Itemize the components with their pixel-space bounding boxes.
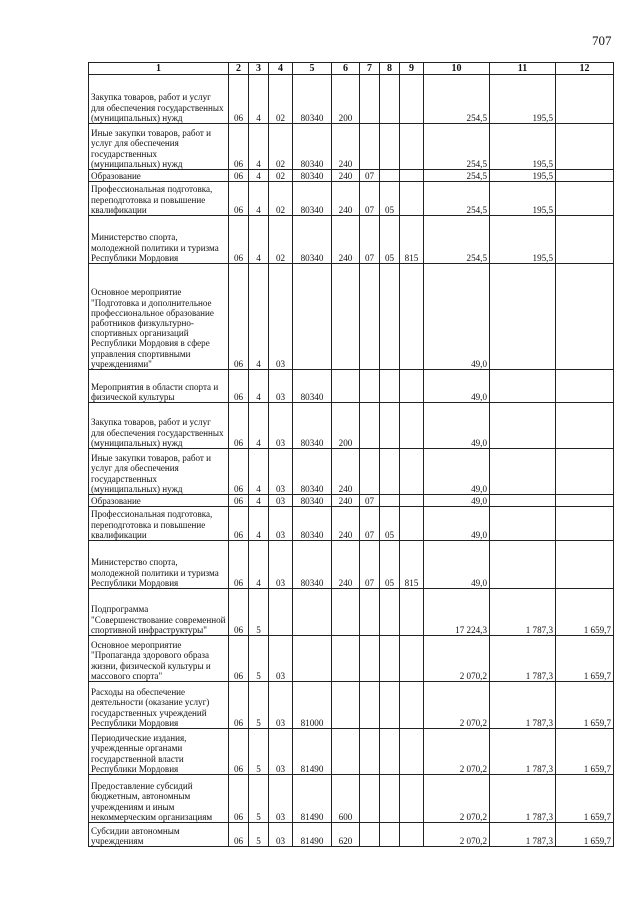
row-value-cell — [380, 636, 400, 682]
row-name-cell: Закупка товаров, работ и услуг для обеспечения государственных (муниципальных) нужд — [89, 403, 229, 449]
row-value-cell — [490, 495, 556, 507]
table-row — [89, 370, 614, 403]
row-value-cell: 06 — [229, 216, 249, 264]
row-value-cell: 80340 — [293, 403, 332, 449]
table-row — [89, 775, 614, 823]
row-value-cell: 49,0 — [424, 495, 490, 507]
row-value-cell: 81490 — [293, 775, 332, 823]
row-value-cell — [400, 449, 424, 495]
row-value-cell: 06 — [229, 682, 249, 729]
row-value-cell: 600 — [332, 775, 360, 823]
row-value-cell: 254,5 — [424, 216, 490, 264]
row-value-cell — [360, 370, 380, 403]
row-value-cell: 06 — [229, 729, 249, 775]
row-value-cell — [400, 75, 424, 124]
table-row — [89, 216, 614, 264]
row-value-cell: 03 — [269, 403, 293, 449]
row-value-cell — [490, 541, 556, 589]
row-value-cell: 06 — [229, 124, 249, 170]
row-value-cell: 80340 — [293, 75, 332, 124]
row-value-cell: 4 — [249, 541, 269, 589]
row-value-cell — [400, 403, 424, 449]
row-value-cell: 815 — [400, 216, 424, 264]
row-value-cell: 03 — [269, 541, 293, 589]
row-value-cell: 05 — [380, 541, 400, 589]
row-value-cell: 06 — [229, 449, 249, 495]
row-value-cell: 195,5 — [490, 216, 556, 264]
row-value-cell — [490, 507, 556, 541]
row-value-cell — [400, 170, 424, 182]
table-row — [89, 124, 614, 170]
row-value-cell: 240 — [332, 507, 360, 541]
row-value-cell: 1 659,7 — [556, 682, 614, 729]
row-value-cell: 02 — [269, 216, 293, 264]
row-value-cell: 49,0 — [424, 403, 490, 449]
row-value-cell: 4 — [249, 495, 269, 507]
row-value-cell — [293, 264, 332, 370]
row-value-cell: 02 — [269, 170, 293, 182]
table-row — [89, 403, 614, 449]
row-value-cell: 2 070,2 — [424, 682, 490, 729]
row-name-cell: Образование — [89, 170, 229, 182]
row-value-cell: 02 — [269, 124, 293, 170]
row-value-cell: 06 — [229, 75, 249, 124]
row-value-cell — [360, 729, 380, 775]
column-header: 2 — [229, 63, 249, 75]
row-value-cell — [400, 636, 424, 682]
row-value-cell: 5 — [249, 775, 269, 823]
row-name-cell: Иные закупки товаров, работ и услуг для обеспечения государственных (муниципальных) нужд — [89, 124, 229, 170]
row-value-cell: 1 659,7 — [556, 589, 614, 636]
row-name-cell: Предоставление субсидий бюджетным, автономным учреждениям и иным некоммерческим организациям — [89, 775, 229, 823]
row-name-cell: Субсидии автономным учреждениям — [89, 823, 229, 847]
row-value-cell — [400, 124, 424, 170]
row-value-cell: 06 — [229, 182, 249, 216]
row-value-cell: 4 — [249, 370, 269, 403]
row-value-cell: 07 — [360, 182, 380, 216]
row-value-cell — [332, 370, 360, 403]
row-value-cell — [556, 216, 614, 264]
row-value-cell: 05 — [380, 182, 400, 216]
row-value-cell — [490, 370, 556, 403]
row-value-cell — [380, 589, 400, 636]
row-value-cell — [269, 589, 293, 636]
row-value-cell — [400, 182, 424, 216]
row-value-cell: 1 787,3 — [490, 823, 556, 847]
row-value-cell: 2 070,2 — [424, 729, 490, 775]
table-row — [89, 75, 614, 124]
table-row — [89, 507, 614, 541]
row-value-cell: 254,5 — [424, 124, 490, 170]
page-number: 707 — [592, 33, 612, 48]
row-value-cell — [556, 124, 614, 170]
row-value-cell: 03 — [269, 264, 293, 370]
row-name-cell: Образование — [89, 495, 229, 507]
table-header-row — [89, 63, 614, 75]
row-name-cell: Профессиональная подготовка, переподготовка и повышение квалификации — [89, 182, 229, 216]
row-value-cell: 200 — [332, 75, 360, 124]
row-value-cell: 17 224,3 — [424, 589, 490, 636]
table-row — [89, 589, 614, 636]
row-value-cell: 07 — [360, 170, 380, 182]
row-value-cell: 80340 — [293, 370, 332, 403]
row-value-cell: 49,0 — [424, 264, 490, 370]
row-value-cell — [556, 264, 614, 370]
row-name-cell: Закупка товаров, работ и услуг для обеспечения государственных (муниципальных) нужд — [89, 75, 229, 124]
row-value-cell: 254,5 — [424, 75, 490, 124]
row-value-cell: 06 — [229, 264, 249, 370]
row-value-cell: 06 — [229, 636, 249, 682]
row-value-cell: 240 — [332, 495, 360, 507]
row-value-cell — [556, 182, 614, 216]
row-value-cell — [490, 264, 556, 370]
row-value-cell: 80340 — [293, 495, 332, 507]
row-value-cell: 4 — [249, 182, 269, 216]
column-header: 1 — [89, 63, 229, 75]
row-value-cell: 05 — [380, 507, 400, 541]
row-value-cell: 81000 — [293, 682, 332, 729]
row-value-cell: 80340 — [293, 507, 332, 541]
row-value-cell: 80340 — [293, 541, 332, 589]
row-value-cell: 1 787,3 — [490, 589, 556, 636]
row-name-cell: Расходы на обеспечение деятельности (оказание услуг) государственных учреждений Республики Мордовия — [89, 682, 229, 729]
row-value-cell — [360, 124, 380, 170]
row-value-cell — [360, 636, 380, 682]
row-value-cell: 80340 — [293, 170, 332, 182]
row-value-cell: 254,5 — [424, 170, 490, 182]
row-value-cell: 06 — [229, 589, 249, 636]
row-value-cell — [556, 75, 614, 124]
row-value-cell: 4 — [249, 216, 269, 264]
row-value-cell: 5 — [249, 589, 269, 636]
row-name-cell: Министерство спорта, молодежной политики и туризма Республики Мордовия — [89, 216, 229, 264]
row-value-cell: 240 — [332, 170, 360, 182]
row-value-cell — [556, 403, 614, 449]
row-value-cell: 815 — [400, 541, 424, 589]
budget-table — [88, 62, 614, 847]
row-value-cell: 06 — [229, 403, 249, 449]
row-name-cell: Основное мероприятие "Пропаганда здорового образа жизни, физической культуры и массового спорта" — [89, 636, 229, 682]
row-value-cell: 06 — [229, 495, 249, 507]
table-row — [89, 682, 614, 729]
row-value-cell: 03 — [269, 823, 293, 847]
table-row — [89, 636, 614, 682]
row-value-cell — [380, 682, 400, 729]
row-value-cell: 80340 — [293, 182, 332, 216]
row-value-cell: 03 — [269, 775, 293, 823]
row-name-cell: Иные закупки товаров, работ и услуг для обеспечения государственных (муниципальных) нужд — [89, 449, 229, 495]
row-value-cell: 07 — [360, 507, 380, 541]
row-value-cell: 1 787,3 — [490, 775, 556, 823]
row-value-cell: 1 659,7 — [556, 775, 614, 823]
column-header: 8 — [380, 63, 400, 75]
row-value-cell: 1 659,7 — [556, 729, 614, 775]
row-value-cell — [360, 449, 380, 495]
table-row — [89, 541, 614, 589]
row-value-cell — [380, 729, 400, 775]
column-header: 4 — [269, 63, 293, 75]
column-header: 10 — [424, 63, 490, 75]
row-value-cell: 03 — [269, 370, 293, 403]
row-value-cell: 5 — [249, 636, 269, 682]
row-value-cell: 1 787,3 — [490, 729, 556, 775]
table-row — [89, 729, 614, 775]
row-value-cell: 06 — [229, 170, 249, 182]
row-value-cell — [360, 775, 380, 823]
row-value-cell: 03 — [269, 449, 293, 495]
row-value-cell — [400, 370, 424, 403]
row-value-cell: 4 — [249, 75, 269, 124]
row-value-cell: 2 070,2 — [424, 823, 490, 847]
row-value-cell — [360, 589, 380, 636]
row-value-cell: 02 — [269, 182, 293, 216]
row-value-cell: 07 — [360, 495, 380, 507]
row-name-cell: Основное мероприятие "Подготовка и дополнительное профессиональное образование работников физкультурно-спортивных организаций Республики Мордовия в сфере управления спортивными учреждениями" — [89, 264, 229, 370]
table-row — [89, 495, 614, 507]
row-value-cell: 2 070,2 — [424, 636, 490, 682]
row-value-cell: 1 659,7 — [556, 823, 614, 847]
column-header: 9 — [400, 63, 424, 75]
row-value-cell — [360, 264, 380, 370]
row-name-cell: Мероприятия в области спорта и физической культуры — [89, 370, 229, 403]
table-row — [89, 823, 614, 847]
row-value-cell: 4 — [249, 264, 269, 370]
row-value-cell: 03 — [269, 495, 293, 507]
row-value-cell: 200 — [332, 403, 360, 449]
row-value-cell — [332, 589, 360, 636]
table-row — [89, 182, 614, 216]
row-value-cell — [400, 729, 424, 775]
row-value-cell: 240 — [332, 216, 360, 264]
row-value-cell: 02 — [269, 75, 293, 124]
row-value-cell: 195,5 — [490, 170, 556, 182]
row-value-cell: 80340 — [293, 124, 332, 170]
row-value-cell: 195,5 — [490, 124, 556, 170]
row-value-cell: 5 — [249, 823, 269, 847]
row-value-cell — [360, 75, 380, 124]
row-value-cell — [556, 507, 614, 541]
row-value-cell: 4 — [249, 170, 269, 182]
row-value-cell — [556, 495, 614, 507]
row-value-cell — [360, 682, 380, 729]
row-value-cell — [380, 370, 400, 403]
row-value-cell — [332, 636, 360, 682]
row-name-cell: Периодические издания, учрежденные органами государственной власти Республики Мордовия — [89, 729, 229, 775]
row-value-cell — [556, 449, 614, 495]
row-value-cell: 240 — [332, 182, 360, 216]
column-header: 3 — [249, 63, 269, 75]
row-value-cell: 06 — [229, 541, 249, 589]
row-value-cell — [490, 449, 556, 495]
row-value-cell — [332, 729, 360, 775]
row-name-cell: Профессиональная подготовка, переподготовка и повышение квалификации — [89, 507, 229, 541]
row-value-cell — [380, 775, 400, 823]
row-value-cell — [556, 370, 614, 403]
column-header: 11 — [490, 63, 556, 75]
row-value-cell: 07 — [360, 541, 380, 589]
row-value-cell: 03 — [269, 636, 293, 682]
row-value-cell: 03 — [269, 507, 293, 541]
row-value-cell: 5 — [249, 682, 269, 729]
row-value-cell: 03 — [269, 682, 293, 729]
row-value-cell: 06 — [229, 370, 249, 403]
row-value-cell: 49,0 — [424, 370, 490, 403]
row-value-cell — [360, 823, 380, 847]
row-value-cell: 4 — [249, 403, 269, 449]
row-value-cell — [400, 507, 424, 541]
row-value-cell: 195,5 — [490, 75, 556, 124]
row-value-cell — [380, 170, 400, 182]
row-value-cell — [332, 682, 360, 729]
row-value-cell — [490, 403, 556, 449]
row-value-cell — [380, 124, 400, 170]
row-value-cell: 49,0 — [424, 541, 490, 589]
column-header: 12 — [556, 63, 614, 75]
row-value-cell: 06 — [229, 507, 249, 541]
row-value-cell — [556, 541, 614, 589]
row-value-cell: 240 — [332, 124, 360, 170]
row-value-cell — [380, 495, 400, 507]
row-value-cell: 1 787,3 — [490, 636, 556, 682]
row-value-cell: 4 — [249, 124, 269, 170]
row-value-cell: 240 — [332, 449, 360, 495]
row-value-cell — [293, 636, 332, 682]
row-value-cell: 1 787,3 — [490, 682, 556, 729]
row-value-cell — [400, 264, 424, 370]
row-value-cell: 06 — [229, 775, 249, 823]
row-value-cell: 49,0 — [424, 507, 490, 541]
row-value-cell: 1 659,7 — [556, 636, 614, 682]
row-value-cell: 80340 — [293, 449, 332, 495]
row-value-cell — [400, 823, 424, 847]
row-value-cell — [380, 403, 400, 449]
column-header: 6 — [332, 63, 360, 75]
row-value-cell: 4 — [249, 507, 269, 541]
row-value-cell — [400, 495, 424, 507]
row-value-cell — [360, 403, 380, 449]
row-value-cell: 05 — [380, 216, 400, 264]
row-value-cell: 254,5 — [424, 182, 490, 216]
row-value-cell — [400, 682, 424, 729]
row-value-cell — [380, 264, 400, 370]
row-value-cell — [332, 264, 360, 370]
row-name-cell: Министерство спорта, молодежной политики и туризма Республики Мордовия — [89, 541, 229, 589]
row-value-cell — [293, 589, 332, 636]
column-header: 5 — [293, 63, 332, 75]
row-value-cell: 2 070,2 — [424, 775, 490, 823]
row-value-cell: 5 — [249, 729, 269, 775]
table-row — [89, 449, 614, 495]
row-value-cell — [380, 75, 400, 124]
row-value-cell: 03 — [269, 729, 293, 775]
row-value-cell: 81490 — [293, 729, 332, 775]
row-value-cell: 4 — [249, 449, 269, 495]
row-value-cell: 195,5 — [490, 182, 556, 216]
row-value-cell — [400, 775, 424, 823]
row-value-cell: 06 — [229, 823, 249, 847]
table-row — [89, 264, 614, 370]
row-value-cell: 240 — [332, 541, 360, 589]
row-value-cell: 49,0 — [424, 449, 490, 495]
row-value-cell: 07 — [360, 216, 380, 264]
table-row — [89, 170, 614, 182]
column-header: 7 — [360, 63, 380, 75]
row-value-cell: 80340 — [293, 216, 332, 264]
row-value-cell — [380, 823, 400, 847]
row-value-cell — [400, 589, 424, 636]
row-name-cell: Подпрограмма "Совершенствование современной спортивной инфраструктуры" — [89, 589, 229, 636]
row-value-cell — [380, 449, 400, 495]
row-value-cell — [556, 170, 614, 182]
row-value-cell: 81490 — [293, 823, 332, 847]
row-value-cell: 620 — [332, 823, 360, 847]
